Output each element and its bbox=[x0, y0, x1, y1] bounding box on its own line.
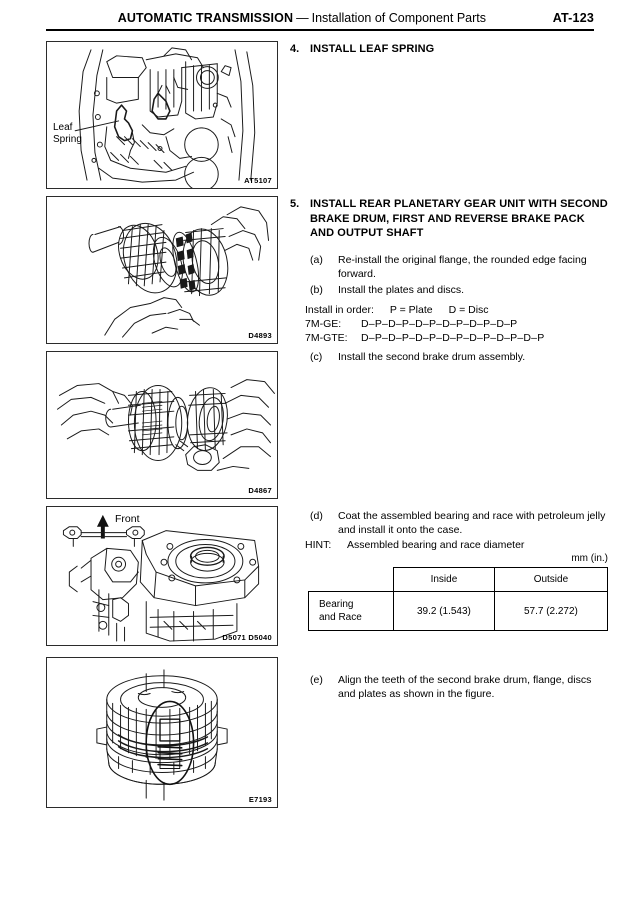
substep-b-label: (b) bbox=[310, 284, 323, 296]
figure-panel-teeth-alignment bbox=[46, 657, 278, 808]
table-row-label-line1: Bearing bbox=[319, 599, 354, 610]
substep-c-label: (c) bbox=[310, 351, 323, 363]
figure-callout-front: Front bbox=[115, 513, 140, 525]
bearing-race-spec-table bbox=[308, 567, 608, 631]
table-header-outside: Outside bbox=[494, 568, 607, 592]
substep-b-text: Install the plates and discs. bbox=[338, 284, 465, 296]
page-title bbox=[118, 10, 486, 26]
table-header-inside: Inside bbox=[394, 568, 495, 592]
table-cell-outside: 57.7 (2.272) bbox=[494, 592, 607, 631]
step-5-number: 5. bbox=[290, 198, 300, 210]
engine-sequence-value-7mgte: D–P–D–P–D–P–D–P–D–P–D–P–D–P bbox=[361, 332, 545, 344]
substep-d-label: (d) bbox=[310, 510, 323, 522]
leaf-spring-illustration bbox=[47, 42, 277, 188]
figure-panel-bearing-race bbox=[46, 506, 278, 646]
figure-panel-brake-drum-install bbox=[46, 351, 278, 499]
engine-sequence-7mge bbox=[305, 317, 517, 331]
substep-d bbox=[310, 509, 610, 537]
table-header-blank bbox=[309, 568, 394, 592]
table-row-label-line2: and Race bbox=[319, 612, 362, 623]
page-title-dash: — bbox=[296, 11, 309, 25]
engine-name-7mgte: 7M-GTE: bbox=[305, 332, 348, 344]
substep-c bbox=[310, 350, 610, 364]
legend-disc: D = Disc bbox=[448, 304, 489, 316]
table-cell-inside: 39.2 (1.543) bbox=[394, 592, 495, 631]
figure-panel-leaf-spring bbox=[46, 41, 278, 189]
legend-plate: P = Plate bbox=[389, 304, 433, 316]
figure-code: E7193 bbox=[248, 795, 272, 804]
step-5 bbox=[290, 197, 610, 241]
engine-name-7mge: 7M-GE: bbox=[305, 318, 342, 330]
step-5-title: INSTALL REAR PLANETARY GEAR UNIT WITH SECOND BRAKE DRUM, FIRST AND REVERSE BRAKE PACK AND OUTPUT SHAFT bbox=[310, 198, 608, 239]
figure-callout-leaf-spring bbox=[53, 122, 82, 146]
figure-code: AT5107 bbox=[244, 176, 272, 185]
step-4 bbox=[290, 42, 610, 57]
hint-label: HINT: bbox=[305, 539, 332, 551]
install-order-line bbox=[305, 303, 489, 317]
hint-text: Assembled bearing and race diameter bbox=[347, 539, 525, 551]
substep-a-label: (a) bbox=[310, 254, 323, 266]
figure-panel-flange-install bbox=[46, 196, 278, 344]
engine-sequence-value-7mge: D–P–D–P–D–P–D–P–D–P–D–P bbox=[361, 318, 518, 330]
table-row-label bbox=[309, 592, 394, 631]
header-divider bbox=[46, 29, 594, 31]
substep-e-text: Align the teeth of the second brake drum, flange, discs and plates as shown in the figure. bbox=[338, 674, 592, 700]
callout-line-2: Spring bbox=[53, 134, 82, 145]
figure-code: D5071 D5040 bbox=[222, 633, 272, 642]
figure-code: D4867 bbox=[248, 486, 272, 495]
page-title-sub: Installation of Component Parts bbox=[311, 11, 486, 25]
flange-install-illustration bbox=[47, 197, 277, 343]
engine-sequence-7mgte bbox=[305, 331, 544, 345]
table-units-label: mm (in.) bbox=[571, 553, 608, 564]
callout-line-1: Leaf bbox=[53, 122, 73, 133]
teeth-alignment-illustration bbox=[47, 658, 277, 807]
brake-drum-install-illustration bbox=[47, 352, 277, 498]
substep-e-label: (e) bbox=[310, 674, 323, 686]
substep-e bbox=[310, 673, 610, 701]
substep-a-text: Re-install the original flange, the rounded edge facing forward. bbox=[338, 254, 587, 280]
page-title-main: AUTOMATIC TRANSMISSION bbox=[117, 11, 294, 25]
substep-a bbox=[310, 253, 610, 281]
install-order-intro: Install in order: bbox=[305, 304, 374, 316]
bearing-race-illustration bbox=[47, 507, 277, 645]
step-4-title: INSTALL LEAF SPRING bbox=[310, 43, 435, 55]
page-number: AT-123 bbox=[552, 11, 594, 25]
substep-d-text: Coat the assembled bearing and race with petroleum jelly and install it onto the case. bbox=[338, 510, 606, 536]
hint-line bbox=[305, 538, 524, 552]
figure-code: D4893 bbox=[248, 331, 272, 340]
table-header-row bbox=[309, 568, 608, 592]
substep-b bbox=[310, 283, 610, 297]
substep-c-text: Install the second brake drum assembly. bbox=[338, 351, 526, 363]
step-4-number: 4. bbox=[290, 43, 300, 55]
table-row bbox=[309, 592, 608, 631]
page-header bbox=[46, 10, 594, 34]
